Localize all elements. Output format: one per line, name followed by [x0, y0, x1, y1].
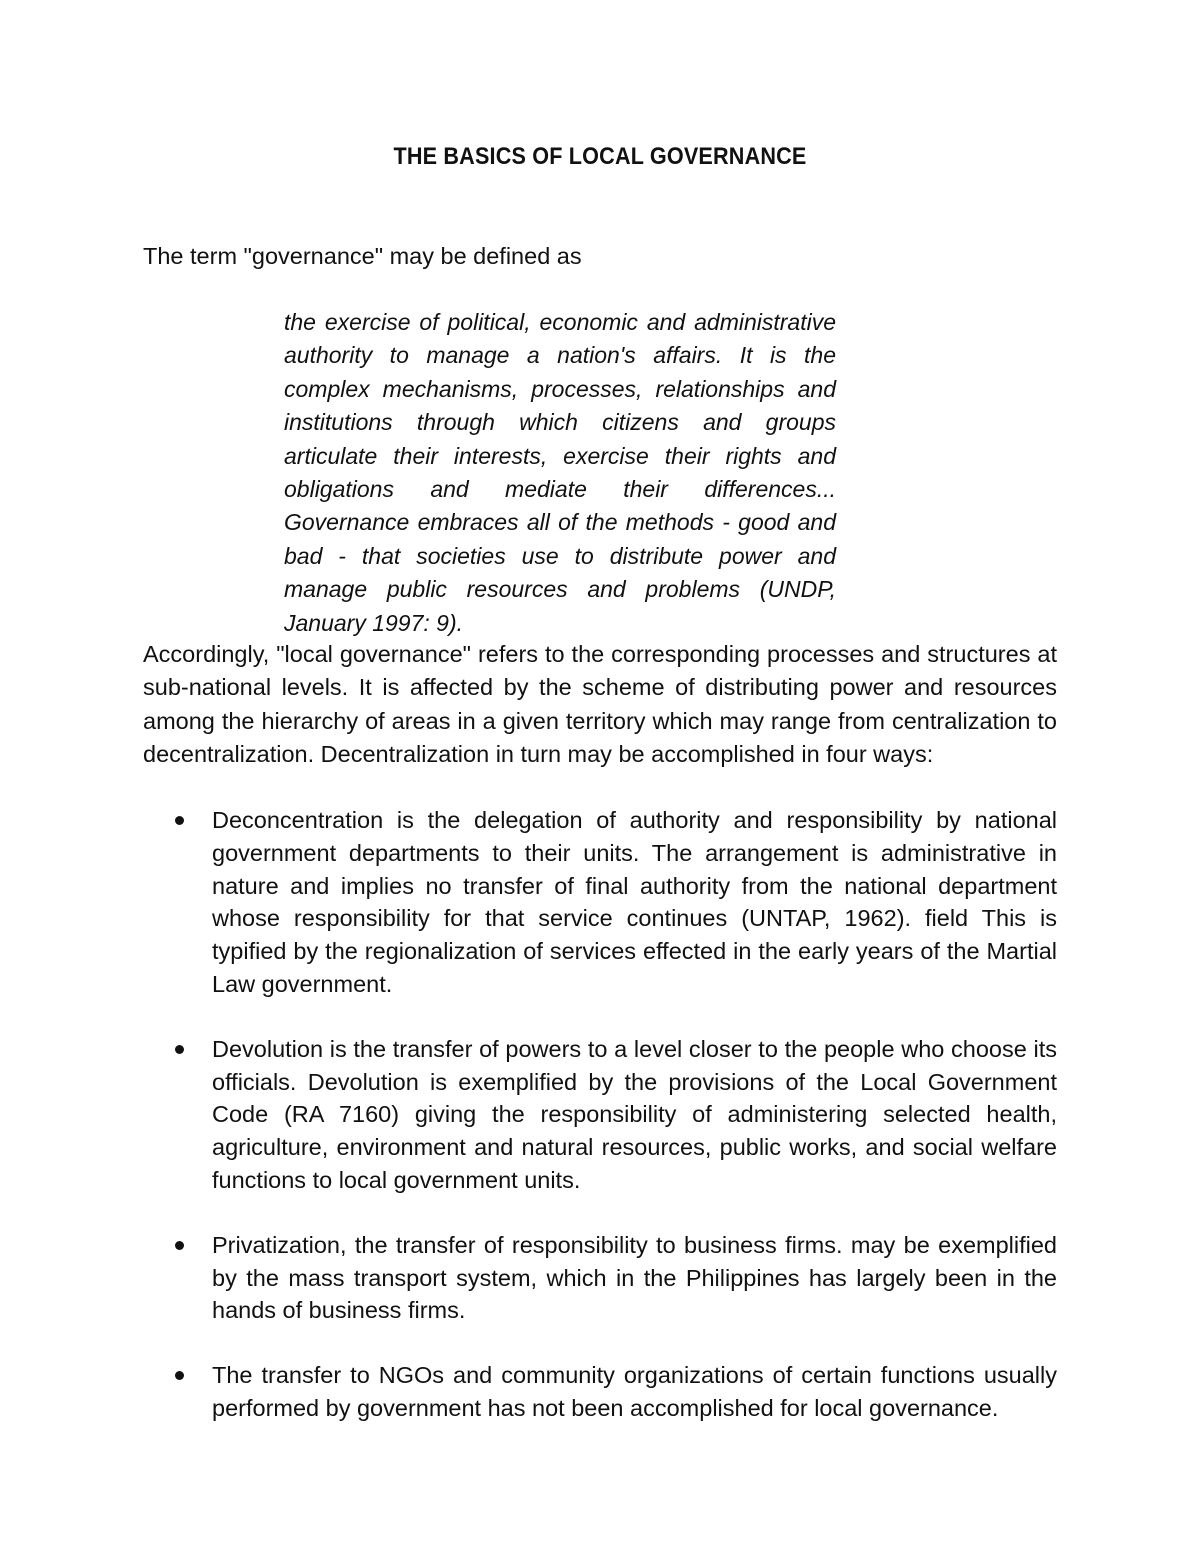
document-title: THE BASICS OF LOCAL GOVERNANCE — [393, 143, 807, 170]
bullet-icon — [175, 816, 184, 825]
list-item-text: The transfer to NGOs and community organizations of certain functions usually performed by government has not been accomplished for local governance. — [212, 1362, 1057, 1421]
decentralization-list — [143, 804, 1057, 1425]
bullet-icon — [175, 1045, 184, 1054]
bullet-icon — [175, 1241, 184, 1250]
list-item — [143, 804, 1057, 1001]
intro-text: The term "governance" may be defined as — [143, 243, 582, 269]
body-paragraph: Accordingly, "local governance" refers to the corresponding processes and structures at sub-national levels. It is affected by the scheme of distributing power and resources among the hierarchy of areas in a given territory which may range from centralization to decentralization. Decentralization in turn may be accomplished in four ways: — [143, 641, 1057, 767]
list-item — [143, 1033, 1057, 1197]
bullet-icon — [175, 1371, 184, 1380]
list-item — [143, 1359, 1057, 1425]
list-item — [143, 1229, 1057, 1327]
definition-quote: the exercise of political, economic and administrative authority to manage a nation's affairs. It is the complex mechanisms, processes, relationships and institutions through which citizens and groups articulate their interests, exercise their rights and obligations and mediate their differences... Governance embraces all of the methods - good and bad - that societies use to distribute power and manage public resources and problems (UNDP, January 1997: 9). — [284, 309, 836, 636]
list-item-text: Deconcentration is the delegation of authority and responsibility by national government departments to their units. The arrangement is administrative in nature and implies no transfer of final authority from the national department whose responsibility for that service continues (UNTAP, 1962). field This is typified by the regionalization of services effected in the early years of the Martial Law government. — [212, 807, 1057, 997]
list-item-text: Devolution is the transfer of powers to a level closer to the people who choose its officials. Devolution is exemplified by the provisions of the Local Government Code (RA 7160) giving the responsibility of administering selected health, agriculture, environment and natural resources, public works, and social welfare functions to local government units. — [212, 1035, 1057, 1193]
list-item-text: Privatization, the transfer of responsibility to business firms. may be exemplified by the mass transport system, which in the Philippines has largely been in the hands of business firms. — [212, 1231, 1057, 1324]
